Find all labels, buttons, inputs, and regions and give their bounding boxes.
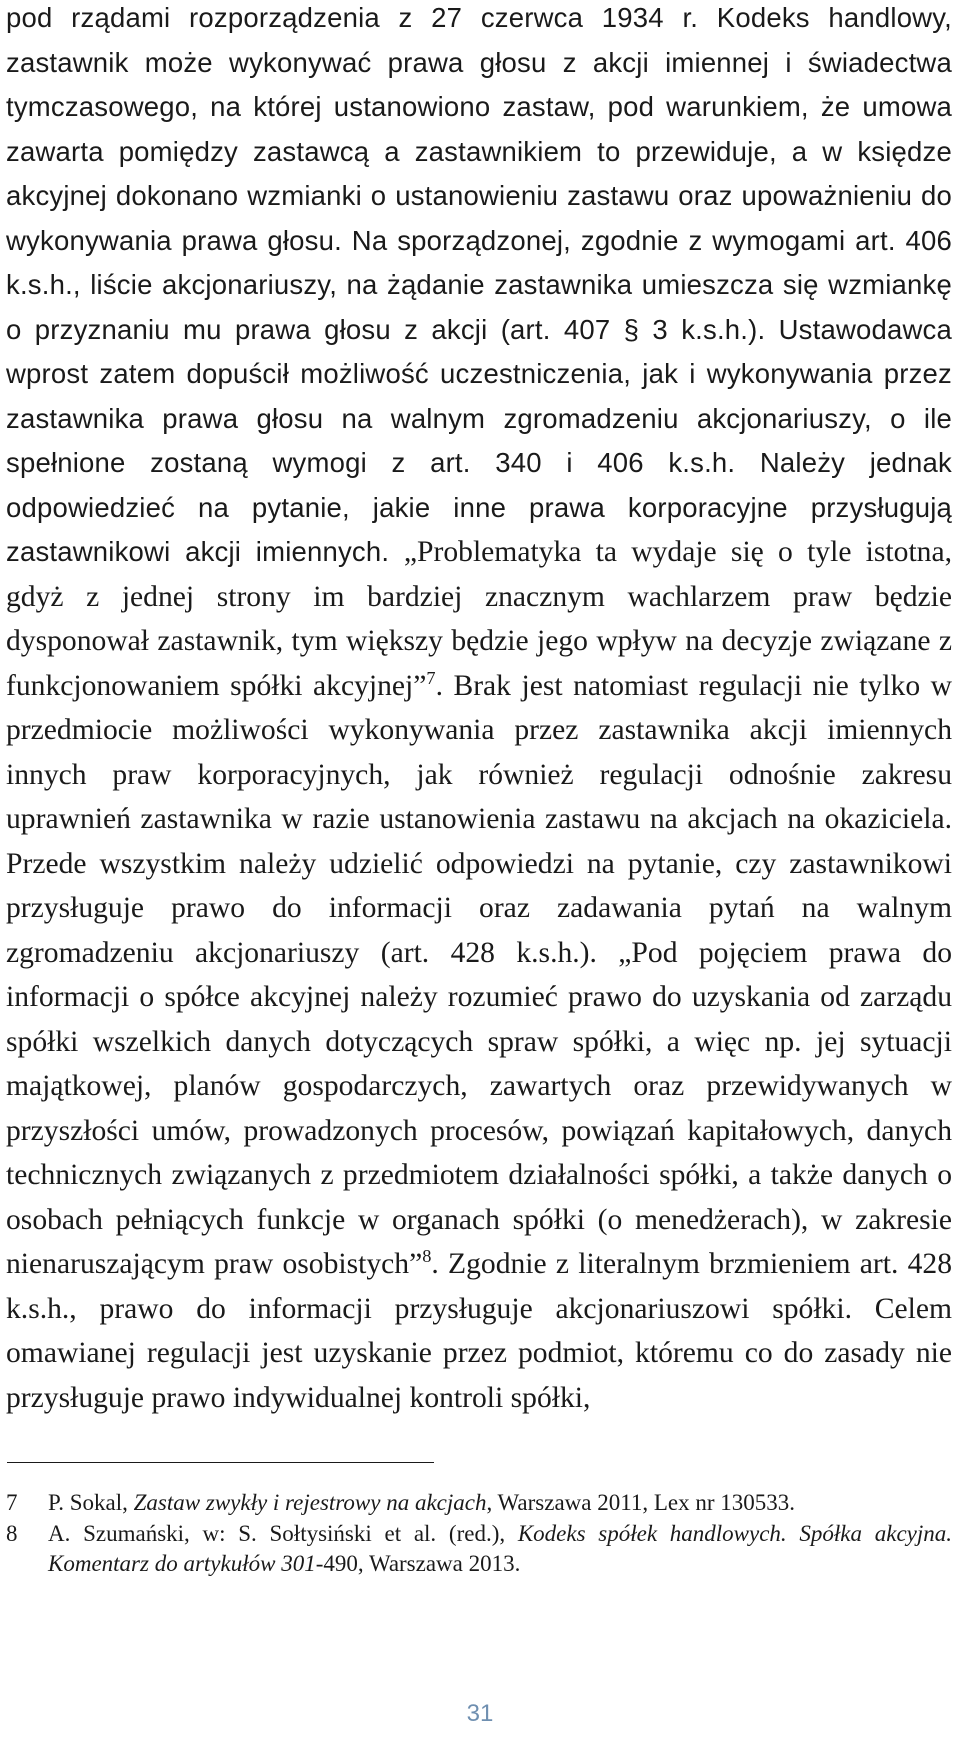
footnote-ref-8[interactable]: 8 [422,1246,432,1267]
footnote-text [48,1519,952,1580]
page-number: 31 [466,1700,494,1727]
footnote-text [48,1488,952,1519]
paragraph-segment-3: . Zgodnie z literalnym brzmieniem art. 428 k.s.h., prawo do informacji przysługuje akcjonariuszowi spółki. Celem omawianej regulacji jest uzyskanie przez podmiot, któremu co do zasady nie przysługuje prawo indywidualnej kontroli spółki, [6,1248,952,1414]
footnotes-list [6,1488,952,1580]
footnote-title: Kodeks spółek handlowych. Spółka akcyjna. Komentarz do artykułów 301 [48,1520,952,1576]
footnote-author: P. Sokal, [48,1490,134,1515]
footnote-7 [6,1488,952,1519]
main-paragraph [6,0,952,1420]
footnote-source: -490, Warszawa 2013. [315,1551,521,1576]
paragraph-segment-1: pod rządami rozporządzenia z 27 czerwca 1934 r. Kodeks handlowy, zastawnik może wykonywać prawa głosu z akcji imiennej i świadectwa tymczasowego, na której ustanowiono zastaw, pod warunkiem, że umowa zawarta pomiędzy zastawcą a zastawnikiem to przewiduje, a w księdze akcyjnej dokonano wzmianki o ustanowieniu zastawu oraz upoważnieniu do wykonywania prawa głosu. Na sporządzonej, zgodnie z wymogami art. 406 k.s.h., liście akcjonariuszy, na żądanie zastawnika umieszcza się wzmiankę o przyznaniu mu prawa głosu z akcji (art. 407 § 3 k.s.h.). Ustawodawca wprost zatem dopuścił możliwość uczestniczenia, jak i wykonywania przez zastawnika prawa głosu na walnym zgromadzeniu akcjonariuszy, o ile spełnione zostaną wymogi z art. 340 i 406 k.s.h. Należy jednak odpowiedzieć na pytanie, jakie inne prawa korporacyjne przysługują zastawnikowi akcji imiennych. [6,2,952,567]
footnote-number: 7 [6,1490,18,1515]
footnote-ref-7[interactable]: 7 [426,667,436,688]
paragraph-segment-2: . Brak jest natomiast regulacji nie tylko w przedmiocie możliwości wykonywania przez zastawnika akcji imiennych innych praw korporacyjnych, jak również regulacji odnośnie zakresu uprawnień zastawnika w razie ustanowienia zastawu na akcjach na okaziciela. Przede wszystkim należy udzielić odpowiedzi na pytanie, czy zastawnikowi przysługuje prawo do informacji oraz zadawania pytań na walnym zgromadzeniu akcjonariuszy (art. 428 k.s.h.). „Pod pojęciem prawa do informacji o spółce akcyjnej należy rozumieć prawo do uzyskania od zarządu spółki wszelkich danych dotyczących spraw spółki, a więc np. jej sytuacji majątkowej, planów gospodarczych, zawartych oraz przewidywanych w przyszłości umów, prowadzonych procesów, powiązań kapitałowych, danych technicznych związanych z przedmiotem działalności spółki, a także danych o osobach pełniących funkcje w organach spółki (o menedżerach), w zakresie nienaruszającym praw osobistych” [6,669,952,1280]
quote-segment-1: „Problematyka ta wydaje się o tyle istotna, gdyż z jednej strony im bardziej znacznym wachlarzem praw będzie dysponował zastawnik, tym większy będzie jego wpływ na decyzje związane z funkcjonowaniem spółki akcyjnej” [6,536,952,702]
footnote-author: A. Szumański, w: S. Sołtysiński et al. (red.), [48,1520,518,1546]
footnote-8 [6,1519,952,1580]
footnote-title: Zastaw zwykły i rejestrowy na akcjach [133,1490,487,1515]
footnote-number: 8 [6,1520,18,1546]
footnote-source: , Warszawa 2011, Lex nr 130533. [486,1490,796,1515]
footnote-separator [7,1462,434,1463]
